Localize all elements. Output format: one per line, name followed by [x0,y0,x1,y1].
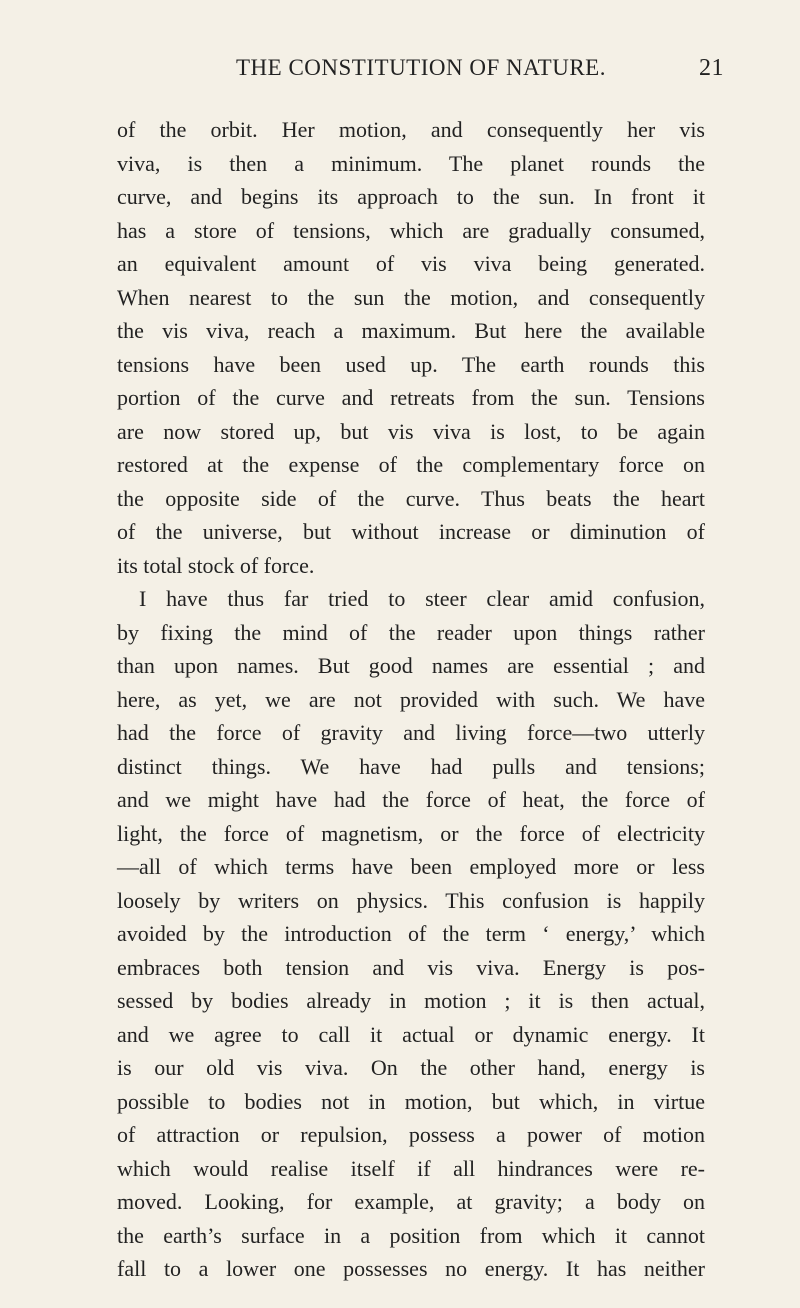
text-line: fall to a lower one possesses no energy. It has neither [117,1256,705,1281]
text-line: which would realise itself if all hindrances were re- [117,1155,705,1181]
text-line: curve, and begins its approach to the sun. In front it [117,184,705,209]
text-line: tensions have been used up. The earth rounds this [117,351,705,377]
text-line: avoided by the introduction of the term ‘ energy,’ which [117,921,705,946]
text-line: than upon names. But good names are essential ; and [117,653,705,678]
text-line: I have thus far tried to steer clear amid confusion, [139,586,705,611]
text-line: moved. Looking, for example, at gravity; a body on [117,1189,705,1214]
text-line: and we agree to call it actual or dynamic energy. It [117,1021,705,1047]
text-line: loosely by writers on physics. This confusion is happily [117,887,705,913]
text-line: had the force of gravity and living force—two utterly [117,720,705,745]
page-header [118,55,724,89]
text-line: possible to bodies not in motion, but which, in virtue [117,1088,705,1114]
text-line: are now stored up, but vis viva is lost, to be again [117,418,705,444]
text-line: and we might have had the force of heat, the force of [117,787,705,812]
text-line: by fixing the mind of the reader upon things rather [117,619,705,645]
text-line: of the universe, but without increase or diminution of [117,519,705,544]
text-line: has a store of tensions, which are gradually consumed, [117,217,705,243]
running-head: THE CONSTITUTION OF NATURE. [236,55,606,80]
text-line: light, the force of magnetism, or the force of electricity [117,820,705,846]
text-line: of the orbit. Her motion, and consequently her vis [117,117,705,142]
text-line: its total stock of force. [117,552,315,578]
text-line: portion of the curve and retreats from the sun. Tensions [117,385,705,410]
text-line: an equivalent amount of vis viva being generated. [117,251,705,276]
text-line: restored at the expense of the complementary force on [117,452,705,477]
text-line: the vis viva, reach a maximum. But here the available [117,318,705,343]
text-line: viva, is then a minimum. The planet rounds the [117,150,705,176]
text-line: the opposite side of the curve. Thus beats the heart [117,485,705,511]
text-line: of attraction or repulsion, possess a power of motion [117,1122,705,1147]
text-line: When nearest to the sun the motion, and consequently [117,284,705,310]
page-number: 21 [699,55,724,81]
text-line: is our old vis viva. On the other hand, energy is [117,1055,705,1080]
text-line: sessed by bodies already in motion ; it is then actual, [117,988,705,1013]
text-line: the earth’s surface in a position from which it cannot [117,1222,705,1248]
text-line: distinct things. We have had pulls and tensions; [117,753,705,779]
text-line: embraces both tension and vis viva. Energy is pos- [117,954,705,980]
text-line: —all of which terms have been employed more or less [117,854,705,879]
body-text [117,113,705,1286]
text-line: here, as yet, we are not provided with such. We have [117,686,705,712]
